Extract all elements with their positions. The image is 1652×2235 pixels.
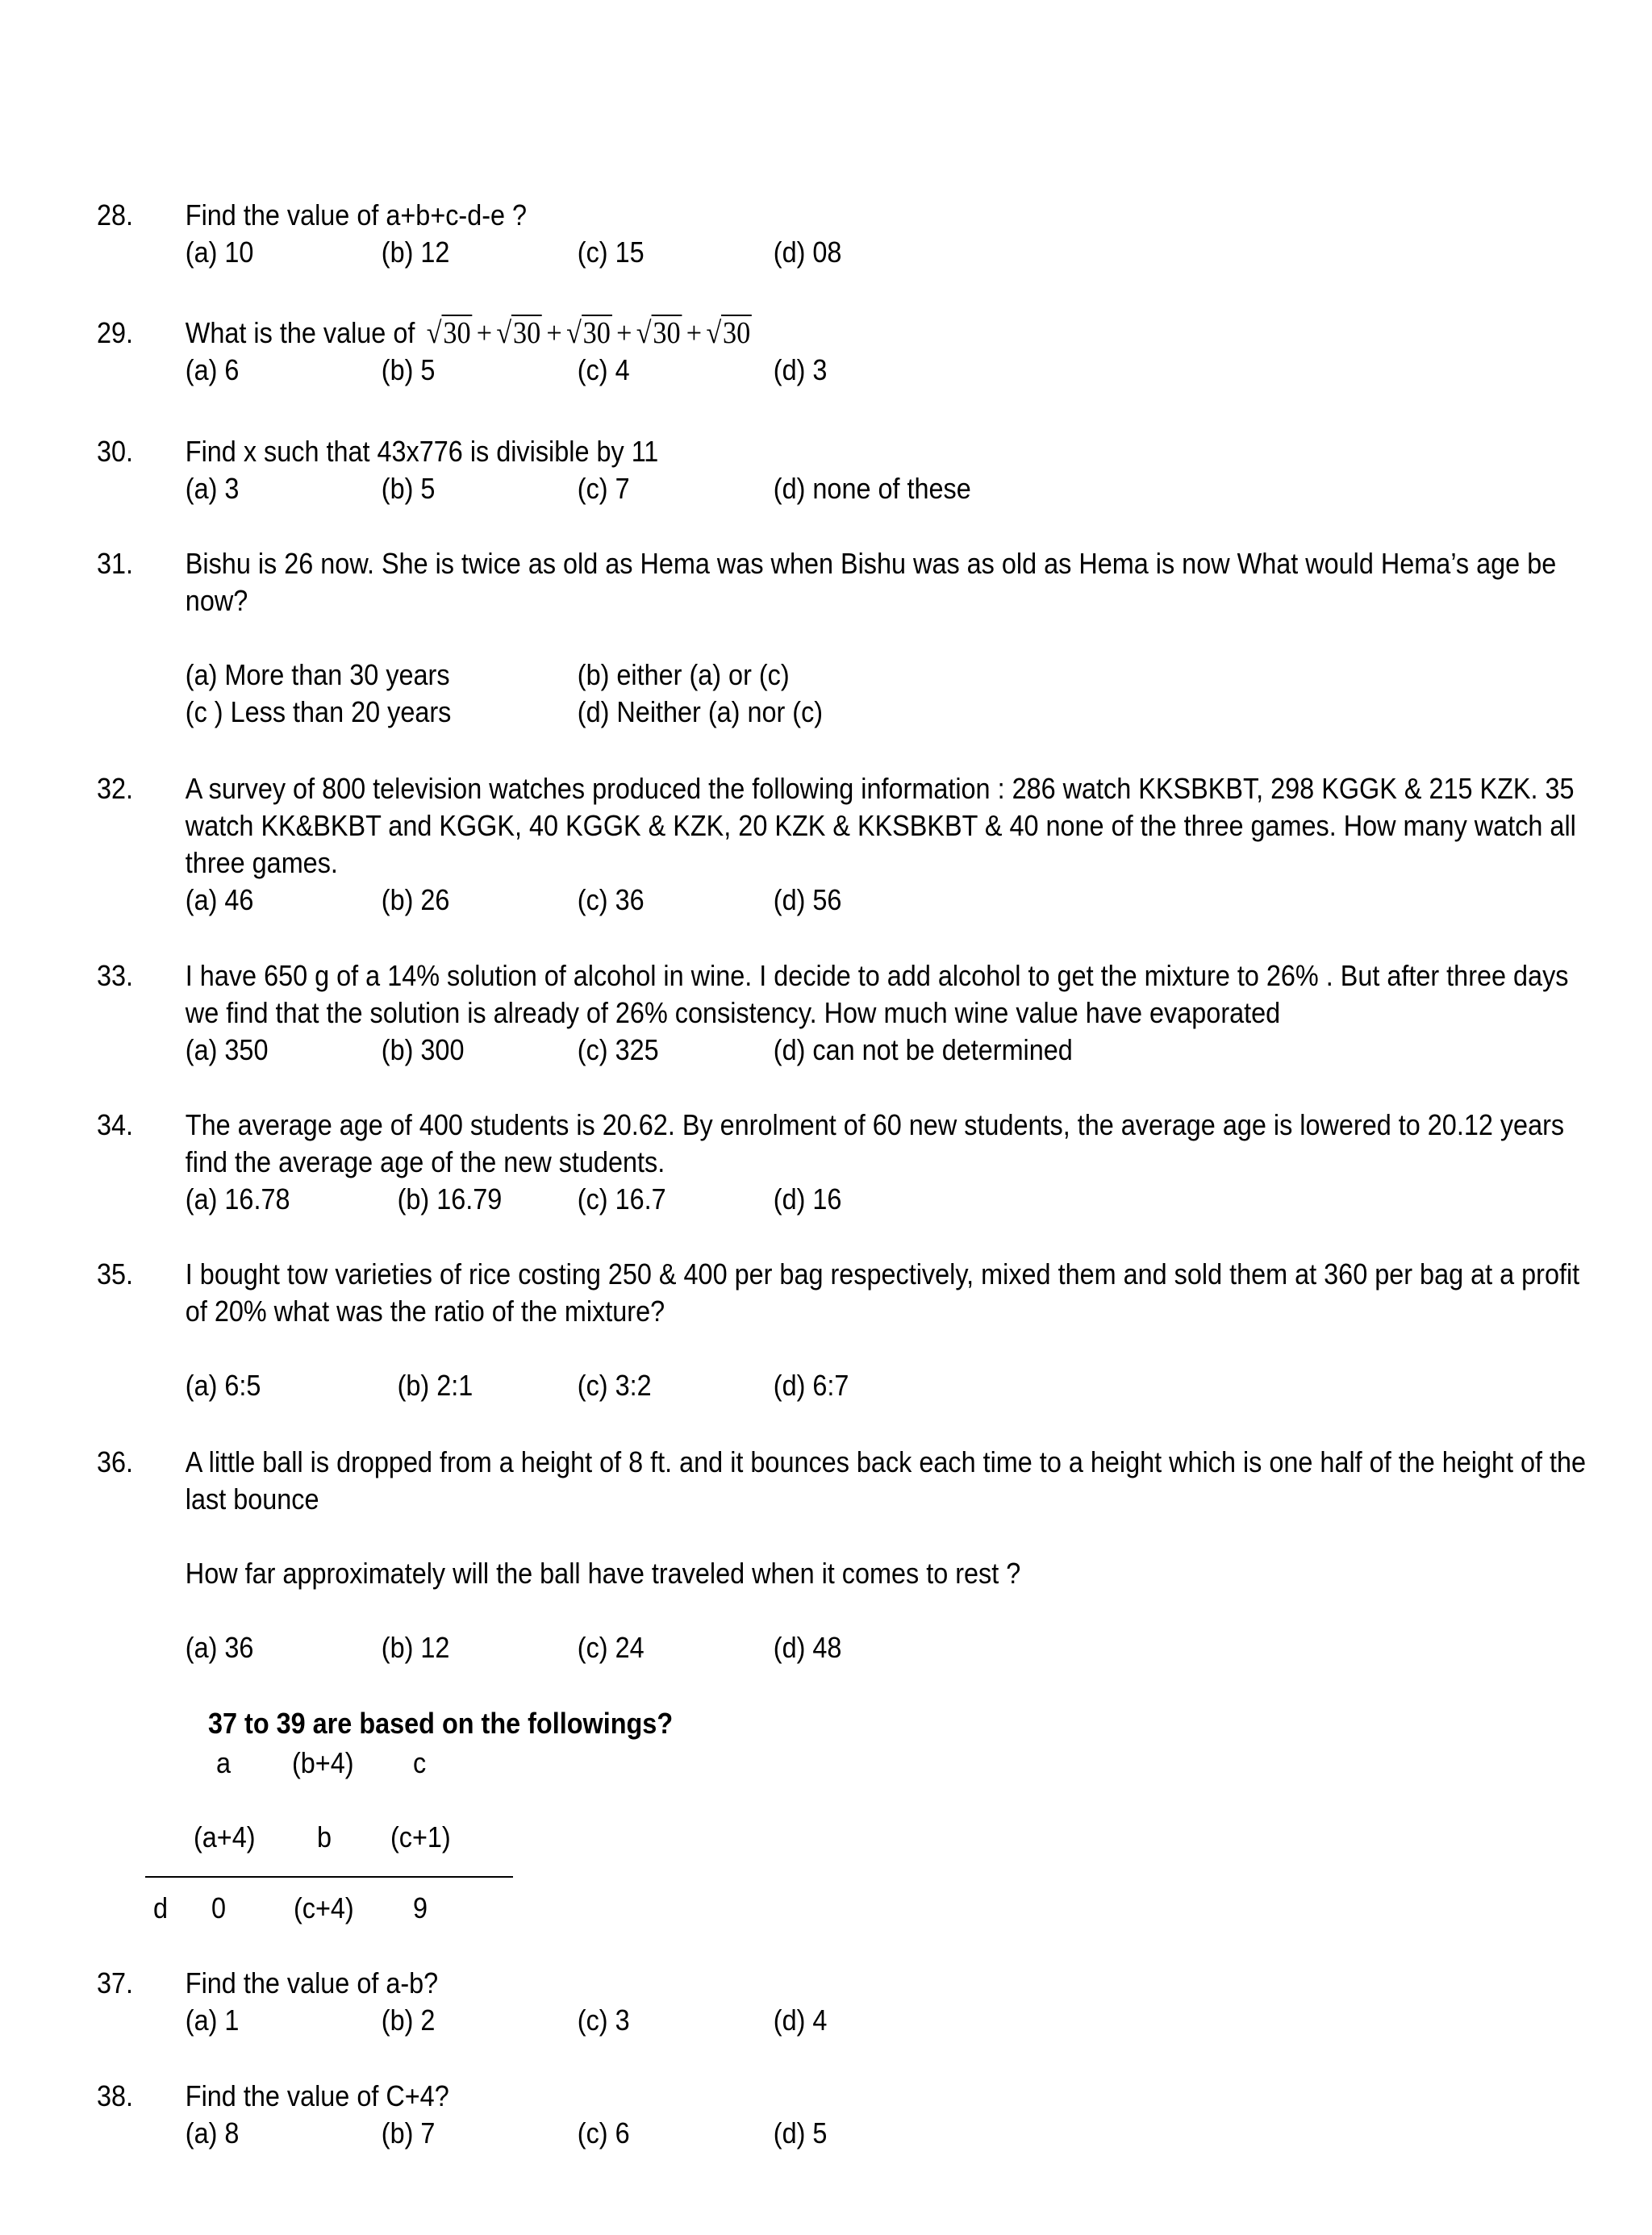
options-row	[186, 694, 1587, 731]
option-d: (d) 56	[773, 883, 842, 916]
option-a: (a) 8	[185, 2116, 240, 2150]
option-c: (c) 16.7	[577, 1182, 666, 1215]
option-c: (c) 36	[577, 883, 645, 916]
option-c: (c ) Less than 20 years	[185, 695, 452, 728]
options-row	[186, 234, 1587, 271]
question-number: 32.	[97, 772, 134, 805]
option-c: (c) 325	[577, 1033, 659, 1066]
option-c: (c) 4	[577, 353, 630, 386]
question-number: 30.	[97, 435, 134, 468]
option-d: (d) 3	[773, 353, 828, 386]
option-c: (c) 3:2	[577, 1369, 652, 1402]
option-a: (a) 6	[185, 353, 240, 386]
question-text: Find the value of a+b+c-d-e ?	[185, 198, 528, 231]
question-text: A survey of 800 television watches produced the following information : 286 watch KKSBKBT, 298 KGGK & 215 KZK. 35 watch KK&BKBT and KGGK, 40 KGGK & KZK, 20 KZK & KKSBKBT & 40 none of the three games. How many watch all three games.	[185, 772, 1576, 879]
option-a: (a) More than 30 years	[185, 658, 450, 691]
option-b: (b) 2:1	[397, 1369, 473, 1402]
option-c: (c) 3	[577, 2004, 630, 2037]
options-row	[186, 2115, 1587, 2152]
option-d: (d) Neither (a) nor (c)	[577, 695, 824, 728]
options-row	[186, 1032, 1587, 1069]
puzzle-cell: (a+4)	[194, 1820, 256, 1853]
options-row	[186, 882, 1587, 919]
puzzle-cell: b	[317, 1820, 332, 1853]
option-d: (d) none of these	[773, 472, 971, 505]
question-text: I have 650 g of a 14% solution of alcohol in wine. I decide to add alcohol to get the mixture to 26% . But after three days we find that the solution is already of 26% consistency. How much wine value have evaporated	[185, 959, 1569, 1029]
option-c: (c) 15	[577, 236, 645, 269]
puzzle-cell: c	[413, 1746, 427, 1779]
options-row	[186, 1367, 1587, 1404]
option-c: (c) 6	[577, 2116, 630, 2150]
question-text: Find the value of C+4?	[185, 2079, 449, 2112]
question-text: The average age of 400 students is 20.62. By enrolment of 60 new students, the average age is lowered to 20.12 years find the average age of the new students.	[185, 1108, 1565, 1178]
question-subtext: How far approximately will the ball have traveled when it comes to rest ?	[185, 1557, 1021, 1590]
options-row	[186, 657, 1587, 694]
option-c: (c) 7	[577, 472, 630, 505]
option-c: (c) 24	[577, 1631, 645, 1664]
question-text: Find the value of a-b?	[185, 1966, 439, 1999]
option-d: (d) 08	[773, 236, 842, 269]
puzzle-cell: a	[216, 1746, 232, 1779]
question-number: 38.	[97, 2079, 134, 2112]
option-b: (b) either (a) or (c)	[577, 658, 790, 691]
question-number: 31.	[97, 547, 134, 580]
question-number: 29.	[97, 316, 134, 349]
puzzle-cell: (b+4)	[292, 1746, 354, 1779]
options-row	[186, 352, 1587, 389]
question-text-lead: What is the value of	[185, 316, 415, 349]
question-number: 34.	[97, 1108, 134, 1141]
option-d: (d) 5	[773, 2116, 828, 2150]
option-d: (d) 48	[773, 1631, 842, 1664]
option-a: (a) 6:5	[185, 1369, 261, 1402]
question-text: Bishu is 26 now. She is twice as old as Hema was when Bishu was as old as Hema is now What would Hema’s age be now?	[185, 547, 1557, 617]
puzzle-cell: d	[153, 1891, 169, 1924]
puzzle-cell: 9	[413, 1891, 428, 1924]
option-a: (a) 10	[185, 236, 254, 269]
option-b: (b) 300	[381, 1033, 465, 1066]
option-d: (d) 16	[773, 1182, 842, 1215]
question-number: 36.	[97, 1445, 134, 1478]
question-number: 28.	[97, 198, 134, 231]
question-text: Find x such that 43x776 is divisible by 11	[185, 435, 659, 468]
option-a: (a) 3	[185, 472, 240, 505]
sum-line	[145, 1876, 513, 1878]
option-a: (a) 1	[185, 2004, 240, 2037]
option-a: (a) 46	[185, 883, 254, 916]
option-b: (b) 12	[381, 236, 450, 269]
option-a: (a) 16.78	[185, 1182, 290, 1215]
option-d: (d) 4	[773, 2004, 828, 2037]
puzzle-cell: (c+4)	[294, 1891, 354, 1924]
option-a: (a) 350	[185, 1033, 269, 1066]
option-d: (d) 6:7	[773, 1369, 849, 1402]
option-b: (b) 2	[381, 2004, 436, 2037]
question-number: 33.	[97, 959, 134, 992]
option-b: (b) 12	[381, 1631, 450, 1664]
option-b: (b) 5	[381, 353, 436, 386]
options-row	[186, 1629, 1587, 1666]
sqrt-expression: √30 + √30 + √30 + √30 + √30	[426, 316, 751, 350]
option-a: (a) 36	[185, 1631, 254, 1664]
options-row	[186, 2002, 1587, 2039]
puzzle-cell: 0	[211, 1891, 227, 1924]
question-text: I bought tow varieties of rice costing 250 & 400 per bag respectively, mixed them and sold them at 360 per bag at a profit of 20% what was the ratio of the mixture?	[185, 1257, 1580, 1328]
option-b: (b) 26	[381, 883, 450, 916]
options-row	[186, 470, 1587, 507]
section-heading: 37 to 39 are based on the followings?	[208, 1707, 674, 1740]
option-b: (b) 5	[381, 472, 436, 505]
option-b: (b) 16.79	[397, 1182, 503, 1215]
question-text	[186, 315, 1587, 352]
question-text: A little ball is dropped from a height of 8 ft. and it bounces back each time to a height which is one half of the height of the last bounce	[185, 1445, 1587, 1516]
puzzle-cell: (c+1)	[390, 1820, 451, 1853]
options-row	[186, 1181, 1587, 1218]
option-d: (d) can not be determined	[773, 1033, 1073, 1066]
option-b: (b) 7	[381, 2116, 436, 2150]
question-number: 37.	[97, 1966, 134, 1999]
question-number: 35.	[97, 1257, 134, 1291]
